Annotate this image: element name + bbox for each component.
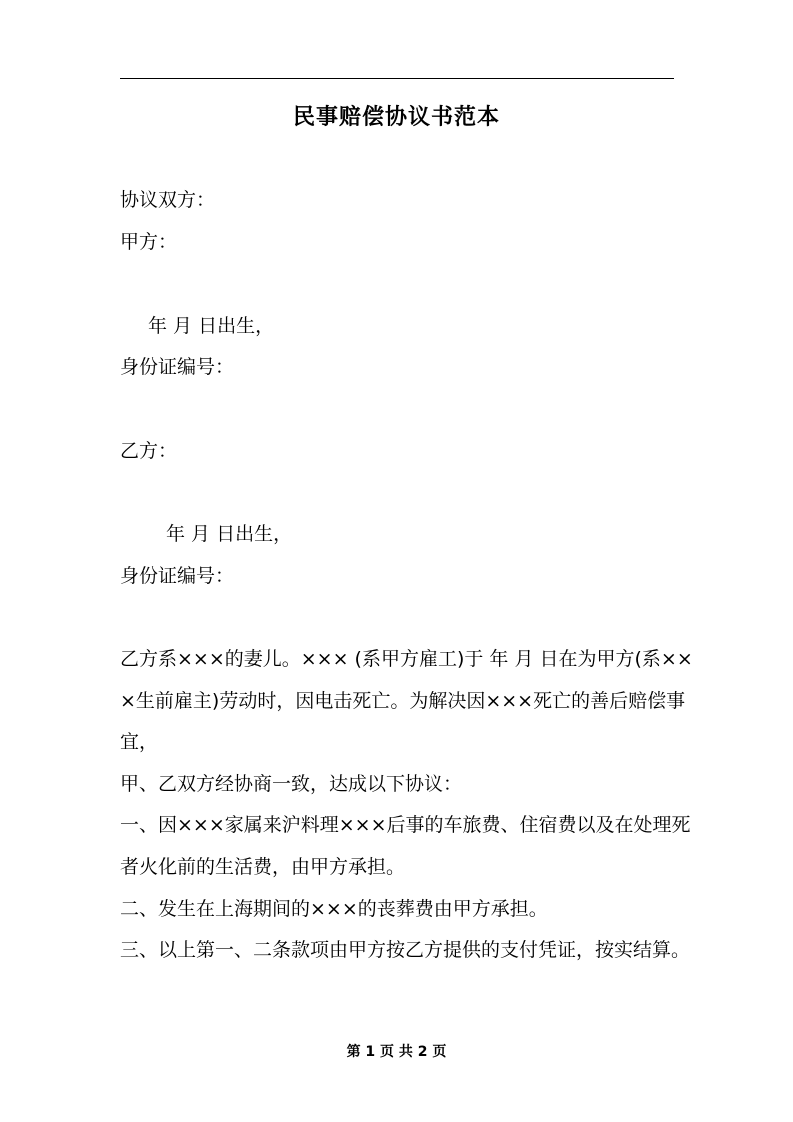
clause-2: 二、发生在上海期间的×××的丧葬费由甲方承担。 <box>120 898 548 920</box>
party-a-birthdate: 年 月 日出生， <box>148 315 275 337</box>
document-title: 民事赔偿协议书范本 <box>292 105 500 130</box>
background-paragraph-line: ×生前雇主)劳动时，因电击死亡。为解决因×××死亡的善后赔偿事 <box>120 690 686 712</box>
party-b-birthdate: 年 月 日出生， <box>166 523 293 545</box>
background-paragraph-line: 乙方系×××的妻儿。××× (系甲方雇工)于 年 月 日在为甲方(系×× <box>120 648 693 670</box>
clause-1-line: 一、因×××家属来沪料理×××后事的车旅费、住宿费以及在处理死 <box>120 814 691 836</box>
clause-3: 三、以上第一、二条款项由甲方按乙方提供的支付凭证，按实结算。 <box>120 939 691 961</box>
agreement-intro: 甲、乙双方经协商一致，达成以下协议： <box>120 773 463 795</box>
party-a-id-label: 身份证编号： <box>120 356 235 378</box>
party-b-label: 乙方： <box>120 440 178 462</box>
header-rule <box>120 78 674 79</box>
clause-1-line: 者火化前的生活费，由甲方承担。 <box>120 856 406 878</box>
background-paragraph-line: 宜， <box>120 731 159 753</box>
page-indicator: 第 1 页 共 2 页 <box>346 1044 447 1060</box>
party-b-id-label: 身份证编号： <box>120 565 235 587</box>
parties-heading: 协议双方： <box>120 189 216 211</box>
party-a-label: 甲方： <box>120 231 178 253</box>
